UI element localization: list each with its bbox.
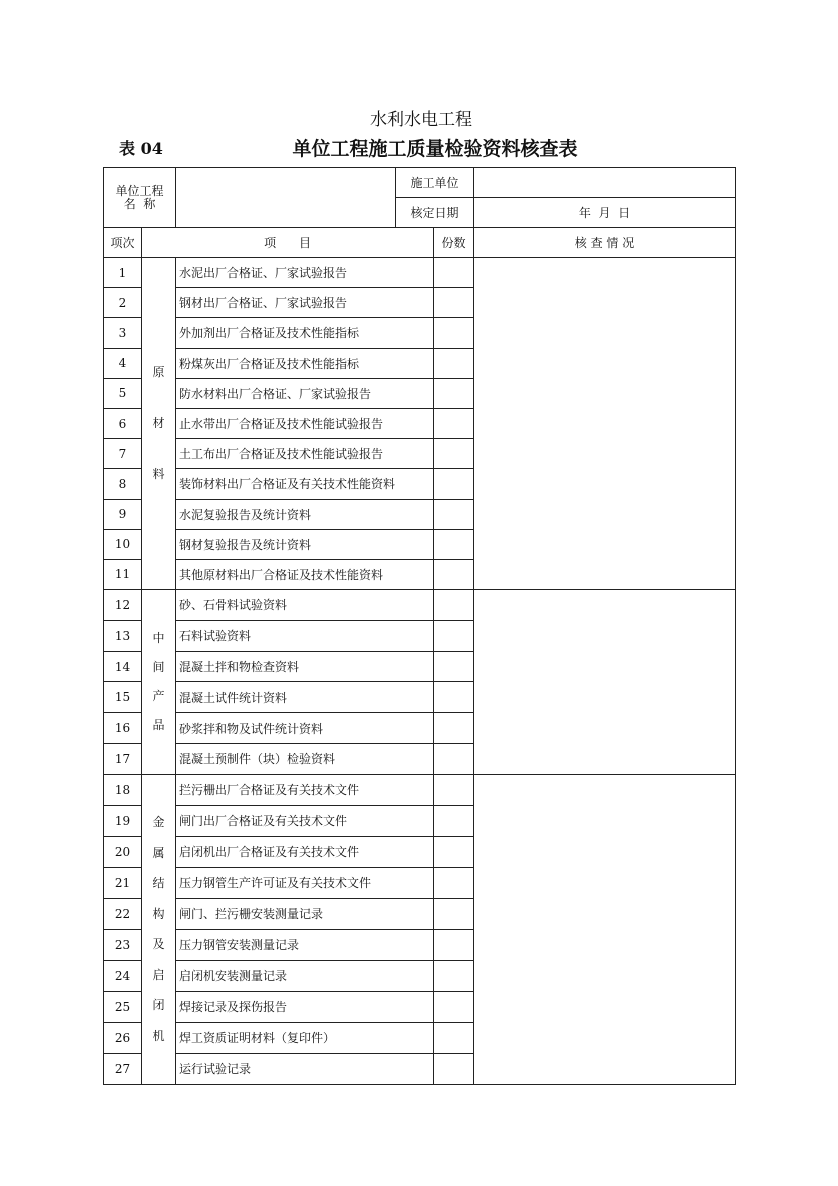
category-cell xyxy=(142,258,176,590)
count-field[interactable] xyxy=(434,469,474,499)
check-status-field[interactable] xyxy=(474,590,736,775)
row-number: 16 xyxy=(104,713,142,744)
count-field[interactable] xyxy=(434,744,474,775)
item-label: 石料试验资料 xyxy=(176,620,434,651)
page-title: 单位工程施工质量检验资料核查表 xyxy=(292,138,578,160)
row-number: 20 xyxy=(104,836,142,867)
count-field[interactable] xyxy=(434,898,474,929)
item-label: 防水材料出厂合格证、厂家试验报告 xyxy=(176,378,434,408)
date-label: 核定日期 xyxy=(396,198,474,228)
contractor-label: 施工单位 xyxy=(396,168,474,198)
item-label: 焊接记录及探伤报告 xyxy=(176,991,434,1022)
count-field[interactable] xyxy=(434,805,474,836)
row-number: 13 xyxy=(104,620,142,651)
row-number: 3 xyxy=(104,318,142,348)
item-label: 装饰材料出厂合格证及有关技术性能资料 xyxy=(176,469,434,499)
count-field[interactable] xyxy=(434,1022,474,1053)
row-number: 1 xyxy=(104,258,142,288)
count-field[interactable] xyxy=(434,559,474,589)
item-label: 钢材复验报告及统计资料 xyxy=(176,529,434,559)
row-number: 17 xyxy=(104,744,142,775)
row-number: 10 xyxy=(104,529,142,559)
item-label: 启闭机安装测量记录 xyxy=(176,960,434,991)
row-number: 21 xyxy=(104,867,142,898)
row-number: 5 xyxy=(104,378,142,408)
count-field[interactable] xyxy=(434,258,474,288)
count-field[interactable] xyxy=(434,288,474,318)
organization-heading: 水利水电工程 xyxy=(370,110,472,130)
count-field[interactable] xyxy=(434,318,474,348)
item-label: 止水带出厂合格证及技术性能试验报告 xyxy=(176,408,434,438)
count-field[interactable] xyxy=(434,499,474,529)
item-label: 拦污栅出厂合格证及有关技术文件 xyxy=(176,774,434,805)
project-name-label-line1: 单位工程 xyxy=(115,183,164,198)
item-label: 混凝土拌和物检查资料 xyxy=(176,651,434,682)
check-status-field[interactable] xyxy=(474,774,736,1084)
item-label: 其他原材料出厂合格证及技术性能资料 xyxy=(176,559,434,589)
count-field[interactable] xyxy=(434,590,474,621)
count-field[interactable] xyxy=(434,1053,474,1084)
item-label: 焊工资质证明材料（复印件） xyxy=(176,1022,434,1053)
row-number: 25 xyxy=(104,991,142,1022)
row-number: 15 xyxy=(104,682,142,713)
project-name-field[interactable] xyxy=(176,168,396,228)
row-number: 24 xyxy=(104,960,142,991)
item-label: 砂浆拌和物及试件统计资料 xyxy=(176,713,434,744)
category-cell xyxy=(142,590,176,775)
project-name-label-line2: 名 称 xyxy=(123,196,156,211)
category-cell xyxy=(142,774,176,1084)
row-number: 26 xyxy=(104,1022,142,1053)
row-number: 27 xyxy=(104,1053,142,1084)
count-field[interactable] xyxy=(434,867,474,898)
count-field[interactable] xyxy=(434,713,474,744)
category-label: 金属结构及启闭机 xyxy=(152,815,165,1043)
row-number: 19 xyxy=(104,805,142,836)
col-header-item: 项 目 xyxy=(142,228,434,258)
count-field[interactable] xyxy=(434,651,474,682)
count-field[interactable] xyxy=(434,682,474,713)
count-field[interactable] xyxy=(434,991,474,1022)
category-label: 中间产品 xyxy=(152,630,165,732)
count-field[interactable] xyxy=(434,408,474,438)
item-label: 压力钢管安装测量记录 xyxy=(176,929,434,960)
form-code: 表 04 xyxy=(119,139,163,158)
table-row xyxy=(104,590,736,621)
count-field[interactable] xyxy=(434,439,474,469)
row-number: 7 xyxy=(104,439,142,469)
table-row xyxy=(104,258,736,288)
item-label: 压力钢管生产许可证及有关技术文件 xyxy=(176,867,434,898)
row-number: 8 xyxy=(104,469,142,499)
count-field[interactable] xyxy=(434,620,474,651)
item-label: 外加剂出厂合格证及技术性能指标 xyxy=(176,318,434,348)
item-label: 闸门、拦污栅安装测量记录 xyxy=(176,898,434,929)
project-name-label xyxy=(104,168,176,228)
item-label: 混凝土预制件（块）检验资料 xyxy=(176,744,434,775)
count-field[interactable] xyxy=(434,836,474,867)
row-number: 9 xyxy=(104,499,142,529)
item-label: 土工布出厂合格证及技术性能试验报告 xyxy=(176,439,434,469)
count-field[interactable] xyxy=(434,774,474,805)
row-number: 2 xyxy=(104,288,142,318)
item-label: 粉煤灰出厂合格证及技术性能指标 xyxy=(176,348,434,378)
category-label: 原材料 xyxy=(152,365,165,482)
row-number: 11 xyxy=(104,559,142,589)
item-label: 水泥出厂合格证、厂家试验报告 xyxy=(176,258,434,288)
count-field[interactable] xyxy=(434,960,474,991)
item-label: 启闭机出厂合格证及有关技术文件 xyxy=(176,836,434,867)
item-label: 钢材出厂合格证、厂家试验报告 xyxy=(176,288,434,318)
item-label: 闸门出厂合格证及有关技术文件 xyxy=(176,805,434,836)
col-header-no: 项次 xyxy=(104,228,142,258)
col-header-check: 核 查 情 况 xyxy=(474,228,736,258)
col-header-count: 份数 xyxy=(434,228,474,258)
item-label: 混凝土试件统计资料 xyxy=(176,682,434,713)
row-number: 22 xyxy=(104,898,142,929)
item-label: 运行试验记录 xyxy=(176,1053,434,1084)
row-number: 18 xyxy=(104,774,142,805)
date-field[interactable]: 年 月 日 xyxy=(474,198,736,228)
row-number: 14 xyxy=(104,651,142,682)
contractor-field[interactable] xyxy=(474,168,736,198)
count-field[interactable] xyxy=(434,348,474,378)
item-label: 砂、石骨料试验资料 xyxy=(176,590,434,621)
count-field[interactable] xyxy=(434,929,474,960)
item-label: 水泥复验报告及统计资料 xyxy=(176,499,434,529)
row-number: 23 xyxy=(104,929,142,960)
count-field[interactable] xyxy=(434,529,474,559)
inspection-table xyxy=(103,167,736,1085)
check-status-field[interactable] xyxy=(474,258,736,590)
table-row xyxy=(104,774,736,805)
row-number: 6 xyxy=(104,408,142,438)
row-number: 12 xyxy=(104,590,142,621)
row-number: 4 xyxy=(104,348,142,378)
count-field[interactable] xyxy=(434,378,474,408)
